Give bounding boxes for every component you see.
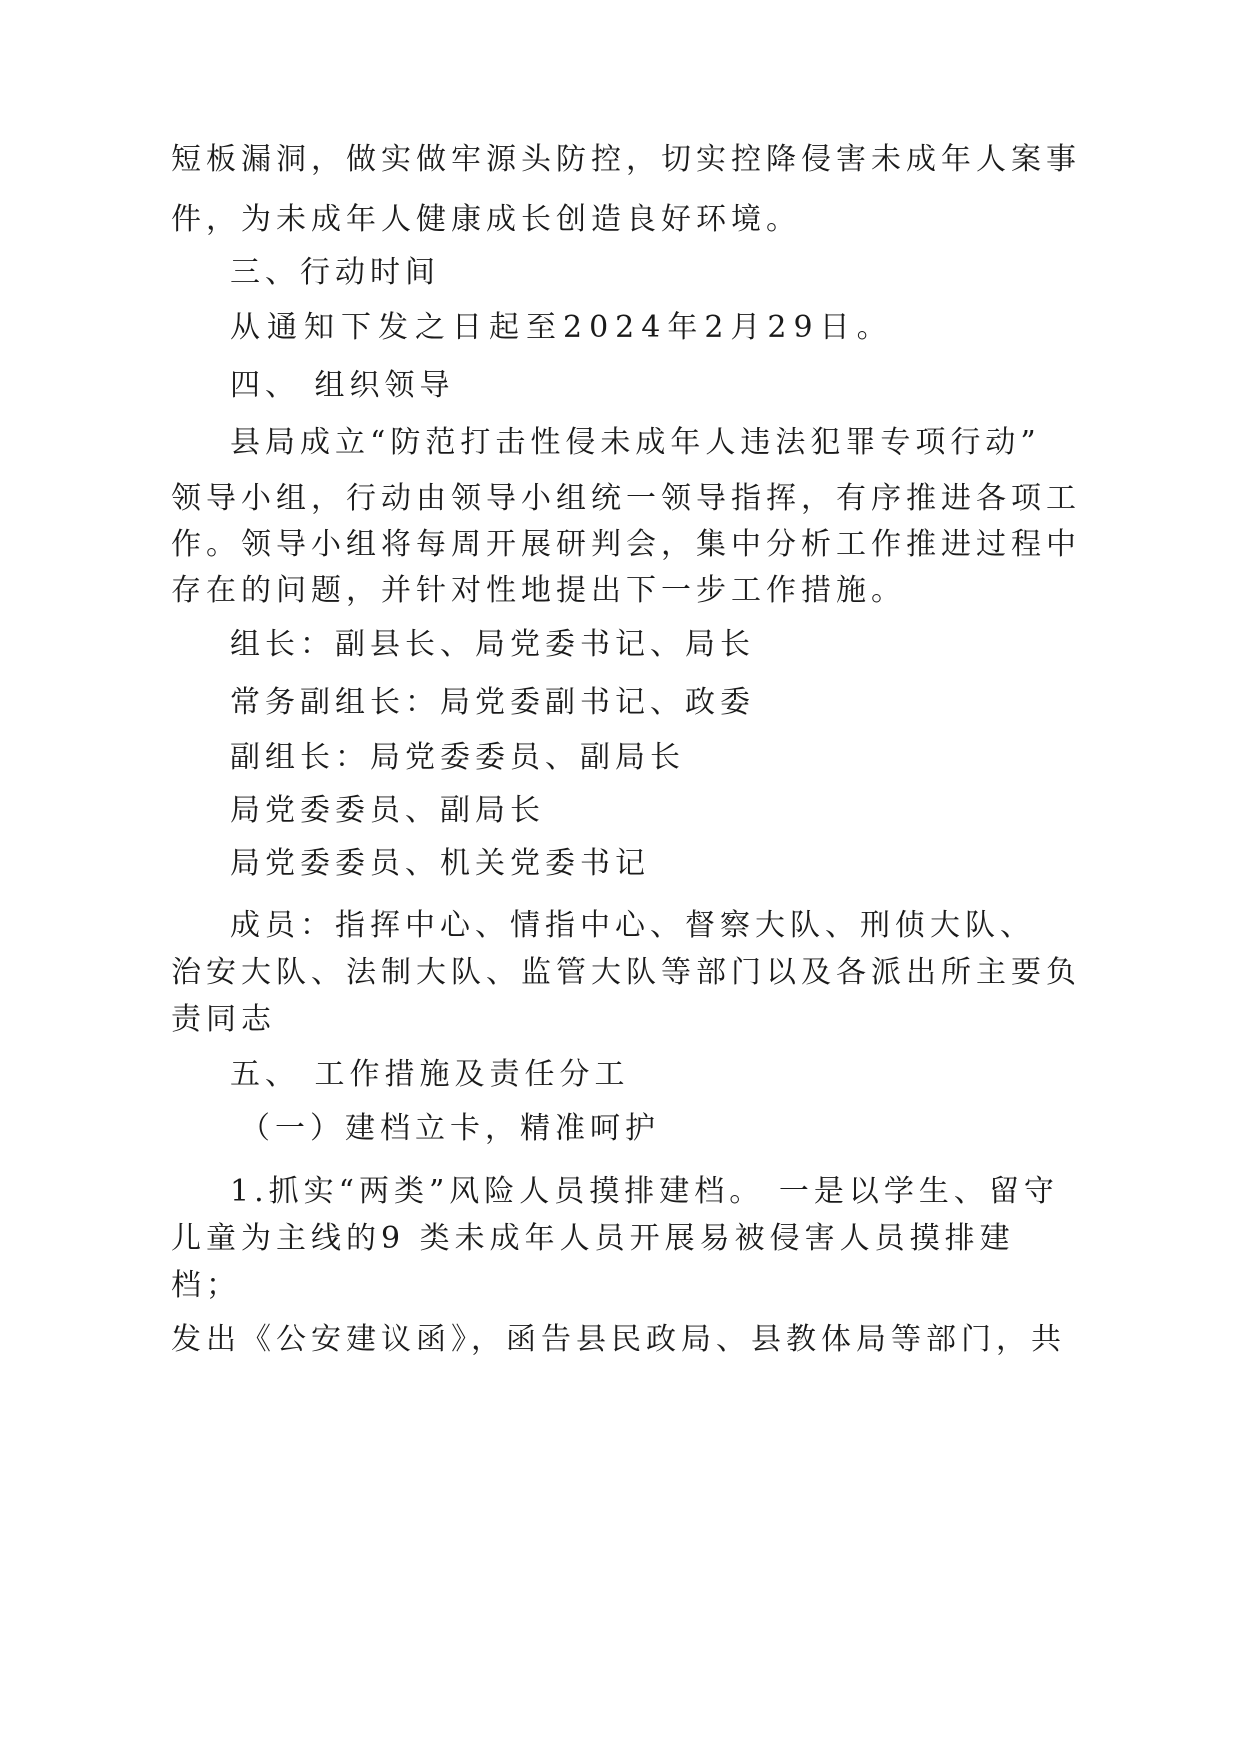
body-line-6: 县局成立“防范打击性侵未成年人违法犯罪专项行动” — [230, 425, 1041, 460]
body-line-15: 成员：指挥中心、情指中心、督察大队、刑侦大队、 — [230, 908, 1035, 943]
body-line-7: 领导小组，行动由领导小组统一领导指挥，有序推进各项工 — [171, 481, 1081, 516]
body-line-2: 件，为未成年人健康成长创造良好环境。 — [171, 202, 801, 237]
body-line-21: 儿童为主线的9 类未成年人员开展易被侵害人员摸排建 — [171, 1221, 1015, 1256]
body-line-16: 治安大队、法制大队、监管大队等部门以及各派出所主要负 — [171, 955, 1081, 990]
body-line-23: 发出《公安建议函》，函告县民政局、县教体局等部门，共 — [171, 1322, 1066, 1357]
body-line-10: 组长：副县长、局党委书记、局长 — [230, 627, 755, 662]
body-line-11: 常务副组长：局党委副书记、政委 — [230, 685, 755, 720]
body-line-8: 作。领导小组将每周开展研判会，集中分析工作推进过程中 — [171, 527, 1081, 562]
body-line-17: 责同志 — [171, 1002, 276, 1037]
section-heading-3: 三、行动时间 — [230, 255, 440, 290]
body-line-13: 局党委委员、副局长 — [230, 793, 545, 828]
body-line-9: 存在的问题，并针对性地提出下一步工作措施。 — [171, 573, 906, 608]
subsection-heading-1: （一）建档立卡，精准呵护 — [240, 1111, 660, 1146]
section-heading-4: 四、 组织领导 — [230, 368, 455, 403]
body-line-1: 短板漏洞，做实做牢源头防控，切实控降侵害未成年人案事 — [171, 142, 1081, 177]
section-heading-5: 五、 工作措施及责任分工 — [230, 1057, 630, 1092]
body-line-12: 副组长：局党委委员、副局长 — [230, 740, 685, 775]
body-line-22: 档； — [171, 1268, 241, 1303]
body-line-14: 局党委委员、机关党委书记 — [230, 846, 650, 881]
body-line-4: 从通知下发之日起至2024年2月29日。 — [230, 310, 894, 345]
body-line-20: 1.抓实“两类”风险人员摸排建档。 一是以学生、留守 — [230, 1174, 1059, 1209]
